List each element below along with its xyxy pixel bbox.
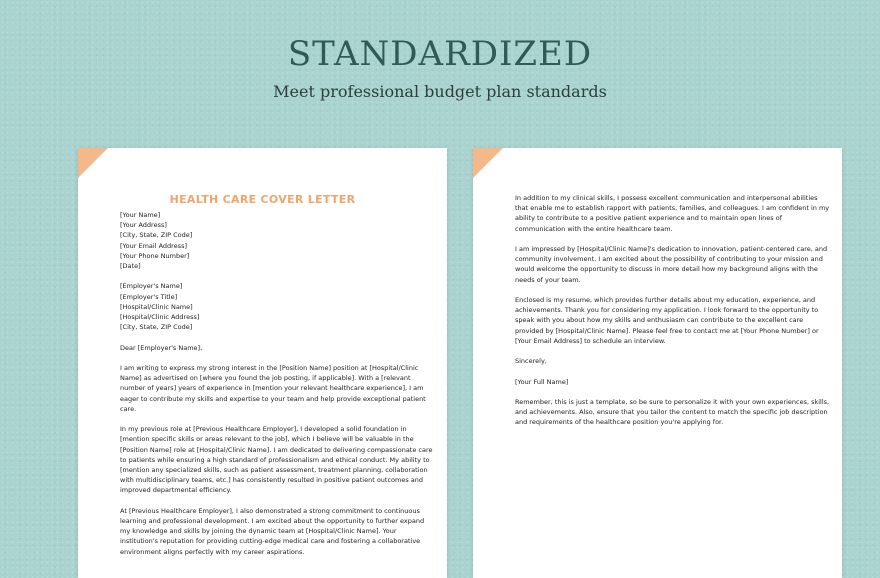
paragraph	[120, 363, 426, 414]
paragraph-line: At [Previous Healthcare Employer], I also demonstrated a strong commitment to continuous	[120, 506, 420, 515]
paragraph-line: needs of your team.	[515, 275, 581, 284]
closing	[515, 356, 810, 366]
paragraph-line: Enclosed is my resume, which provides further details about my education, experience, and	[515, 296, 816, 304]
paragraph-line: speak with you about how my skills and enthusiasm can contribute to the excellent care	[515, 316, 804, 325]
paragraph-line: communication with the entire healthcare team.	[515, 224, 673, 233]
recipient-line: [Employer's Title]	[120, 292, 178, 301]
signature-line: [Your Full Name]	[515, 377, 569, 386]
paragraph-line: In my previous role at [Previous Healthcare Employer], I developed a solid foundation in	[120, 425, 407, 434]
paragraph-line: Remember, this is just a template, so be sure to personalize it with your own experiences, skills,	[515, 397, 830, 406]
paragraph-line: In addition to my clinical skills, I possess excellent communication and interpersonal abilities	[515, 194, 818, 202]
sender-line: [Your Address]	[120, 221, 167, 230]
closing-line: Sincerely,	[515, 357, 547, 366]
page-corner-decoration	[78, 148, 108, 178]
paragraph-line: that enable me to establish rapport with patients, families, and colleagues. I am confident in my	[515, 204, 830, 213]
paragraph-line: number of years] years of experience in [mention your relevant healthcare experience], I am	[120, 384, 424, 393]
paragraph-line: Name] as advertised on [where you found the job posting, if applicable]. With a [relevant	[120, 374, 411, 383]
paragraph	[515, 193, 830, 234]
recipient-line: [City, State, ZIP Code]	[120, 323, 193, 332]
paragraph-line: I am impressed by [Hospital/Clinic Name]'s dedication to innovation, patient-centered care, and	[515, 245, 828, 253]
sender-line: [Date]	[120, 262, 141, 271]
sender-line: [Your Email Address]	[120, 241, 187, 250]
paragraph-line: improved departmental efficiency.	[120, 486, 232, 495]
recipient-line: [Hospital/Clinic Name]	[120, 302, 193, 311]
paragraph-line: would welcome the opportunity to discuss in more detail how my background aligns with the	[515, 265, 818, 274]
sender-line: [City, State, ZIP Code]	[120, 231, 193, 240]
letter-body-page-1	[120, 210, 433, 567]
paragraph-line: care.	[120, 404, 137, 413]
paragraph-line: community involvement. I am excited about the possibility of contributing to your mission and	[515, 255, 823, 264]
page-corner-decoration	[473, 148, 503, 178]
paragraph	[515, 244, 828, 285]
paragraph-line: and achievements. Also, ensure that you tailor the content to match the specific job description	[515, 408, 828, 417]
signature-name	[515, 377, 810, 387]
letter-page-2	[473, 148, 842, 578]
recipient-line: [Employer's Name]	[120, 282, 183, 291]
template-note	[515, 397, 830, 428]
paragraph-line: learning and professional development. I am excited about the opportunity to further expand	[120, 517, 425, 526]
paragraph-line: provided by [Hospital/Clinic Name]. Please feel free to contact me at [Your Phone Number] or	[515, 326, 819, 335]
paragraph-line: my knowledge and skills by joining the dynamic team at [Hospital/Clinic Name]. Your	[120, 527, 397, 536]
paragraph-line: achievements. Thank you for considering my application. I look forward to the opportunity to	[515, 306, 819, 315]
sender-line: [Your Phone Number]	[120, 251, 190, 260]
paragraph-line: I am writing to express my strong interest in the [Position Name] position at [Hospital/Clinic	[120, 364, 419, 372]
sender-line: [Your Name]	[120, 211, 161, 219]
paragraph-line: environment aligns perfectly with my career aspirations.	[120, 547, 305, 556]
sender-block	[120, 210, 410, 271]
paragraph-line: eager to contribute my skills and expertise to your team and help provide exceptional patient	[120, 394, 426, 403]
paragraph-line: to patients while ensuring a high standard of professionalism and ethical conduct. My ability to	[120, 455, 430, 464]
paragraph-line: ability to contribute to a positive patient experience and to maintain open lines of	[515, 214, 783, 223]
paragraph-line: [Your Email Address] to schedule an interview.	[515, 336, 666, 345]
paragraph-line: and requirements of the healthcare position you're applying for.	[515, 418, 724, 427]
headline: STANDARDIZED	[287, 34, 593, 74]
letter-body-page-2	[515, 193, 830, 438]
paragraph-line: with multidisciplinary teams, etc.] has consistently resulted in positive patient outcomes and	[120, 476, 424, 485]
paragraph-line: [Position Name] role at [Hospital/Clinic Name]. I am dedicated to delivering compassionate care	[120, 445, 433, 454]
paragraph	[515, 295, 819, 346]
paragraph-line: institution's reputation for providing cutting-edge medical care and fostering a collaborative	[120, 537, 421, 546]
salutation-line: Dear [Employer's Name],	[120, 343, 203, 352]
document-title: HEALTH CARE COVER LETTER	[169, 193, 356, 206]
recipient-block	[120, 281, 410, 332]
letter-page-1	[78, 148, 447, 578]
recipient-line: [Hospital/Clinic Address]	[120, 313, 200, 322]
salutation	[120, 343, 410, 353]
subheadline: Meet professional budget plan standards	[273, 82, 607, 101]
paragraph-line: [mention specific skills or areas relevant to the job], which I believe will be valuable in the	[120, 435, 414, 444]
paragraph	[120, 424, 433, 495]
paragraph-line: [mention any specialized skills, such as patient assessment, treatment planning, collaboration	[120, 466, 428, 475]
paragraph	[120, 506, 425, 557]
